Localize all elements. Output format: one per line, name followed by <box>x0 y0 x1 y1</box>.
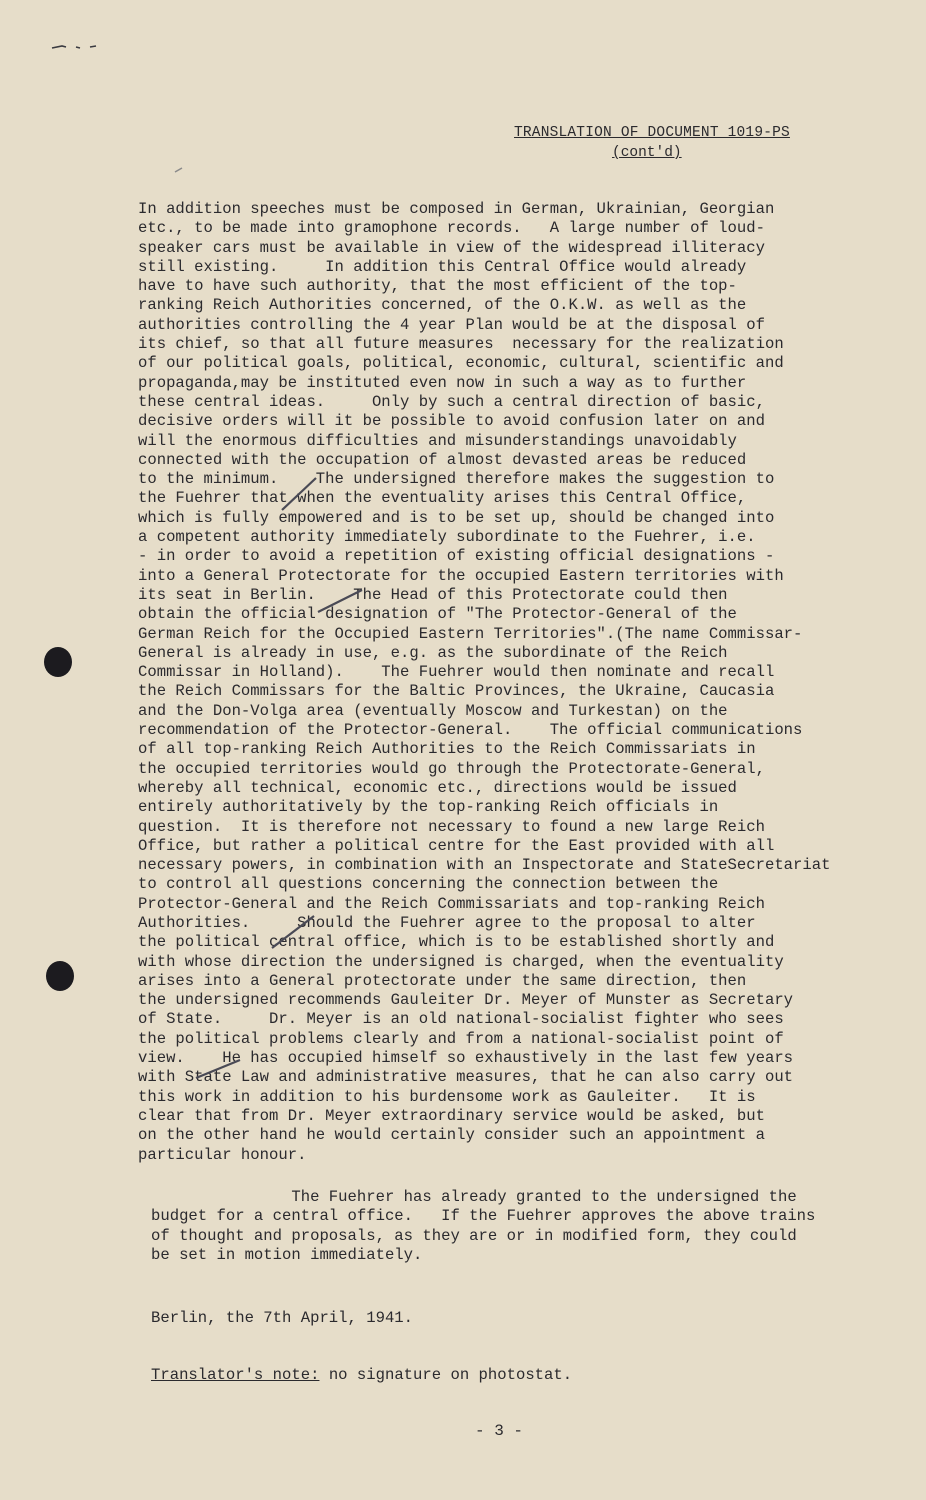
body-text-line: the Reich Commissars for the Baltic Provinces, the Ukraine, Caucasia <box>138 682 775 701</box>
document-subtitle: (cont'd) <box>612 145 682 161</box>
body-text-line: etc., to be made into gramophone records. A large number of loud- <box>138 219 765 238</box>
body-text-line: connected with the occupation of almost devasted areas be reduced <box>138 450 747 469</box>
body-text-line: obtain the official designation of "The Protector-General of the <box>138 605 737 624</box>
body-text-line: its seat in Berlin. The Head of this Protectorate could then <box>138 585 728 604</box>
body-text-line: In addition speeches must be composed in German, Ukrainian, Georgian <box>138 200 775 218</box>
body-text-line: still existing. In addition this Central Office would already <box>138 257 747 276</box>
body-text-line: speaker cars must be available in view of the widespread illiteracy <box>138 238 765 257</box>
body-text-line: with whose direction the undersigned is charged, when the eventuality <box>138 952 784 971</box>
document-title: TRANSLATION OF DOCUMENT 1019-PS <box>514 125 790 141</box>
closing-text-line: budget for a central office. If the Fuehrer approves the above trains <box>151 1207 816 1226</box>
body-text-line: into a General Protectorate for the occupied Eastern territories with <box>138 566 784 585</box>
body-text-line: question. It is therefore not necessary to found a new large Reich <box>138 817 765 836</box>
body-text-line: necessary powers, in combination with an Inspectorate and StateSecretariat <box>138 856 831 875</box>
body-text-line: the political problems clearly and from a national-socialist point of <box>138 1029 784 1048</box>
translator-note-text: no signature on photostat. <box>328 1366 573 1384</box>
body-text-line: on the other hand he would certainly consider such an appointment a <box>138 1126 765 1145</box>
body-text-line: these central ideas. Only by such a central direction of basic, <box>138 392 765 411</box>
body-text-line: Protector-General and the Reich Commissariats and top-ranking Reich <box>138 894 765 913</box>
body-text-line: which is fully empowered and is to be set up, should be changed into <box>138 508 775 527</box>
closing-text-line: of thought and proposals, as they are or in modified form, they could <box>151 1226 797 1245</box>
body-text-line: entirely authoritatively by the top-ranking Reich officials in <box>138 798 719 817</box>
body-text-line: arises into a General protectorate under the same direction, then <box>138 971 747 990</box>
body-text-line: Office, but rather a political centre for the East provided with all <box>138 836 775 855</box>
translator-note <box>151 1366 572 1384</box>
body-text-line: the political central office, which is to be established shortly and <box>138 933 775 952</box>
translator-note-label: Translator's note: <box>151 1366 320 1384</box>
body-text-line: Commissar in Holland). The Fuehrer would then nominate and recall <box>138 663 775 682</box>
punch-hole <box>46 961 74 991</box>
scratch-mark <box>50 44 110 50</box>
body-text-line: the occupied territories would go through the Protectorate-General, <box>138 759 765 778</box>
body-text-line: particular honour. <box>138 1145 307 1164</box>
body-text-line: authorities controlling the 4 year Plan would be at the disposal of <box>138 315 765 334</box>
body-text-line: have to have such authority, that the most efficient of the top- <box>138 277 737 296</box>
body-text-line: propaganda,may be instituted even now in such a way as to further <box>138 373 747 392</box>
body-text-line: - in order to avoid a repetition of existing official designations - <box>138 547 775 566</box>
body-text-line: the undersigned recommends Gauleiter Dr. Meyer of Munster as Secretary <box>138 991 794 1010</box>
body-text-line: and the Don-Volga area (eventually Moscow and Turkestan) on the <box>138 701 728 720</box>
body-text-line: view. He has occupied himself so exhaustively in the last few years <box>138 1049 794 1068</box>
body-text-line: whereby all technical, economic etc., directions would be issued <box>138 778 737 797</box>
body-text-line: of our political goals, political, economic, cultural, scientific and <box>138 354 784 373</box>
body-text-line: the Fuehrer that when the eventuality arises this Central Office, <box>138 489 747 508</box>
body-text-line: of State. Dr. Meyer is an old national-socialist fighter who sees <box>138 1010 784 1029</box>
closing-paragraph <box>151 1188 851 1265</box>
body-text-line: recommendation of the Protector-General. The official communications <box>138 721 803 740</box>
closing-text-line: The Fuehrer has already granted to the undersigned the <box>151 1188 797 1206</box>
body-text-line: with State Law and administrative measures, that he can also carry out <box>138 1068 794 1087</box>
body-text-line: ranking Reich Authorities concerned, of the O.K.W. as well as the <box>138 296 747 315</box>
body-text-line: decisive orders will it be possible to avoid confusion later on and <box>138 412 765 431</box>
date-line: Berlin, the 7th April, 1941. <box>151 1309 414 1327</box>
body-text-line: will the enormous difficulties and misunderstandings unavoidably <box>138 431 737 450</box>
body-text-line: to control all questions concerning the connection between the <box>138 875 719 894</box>
body-text-line: General is already in use, e.g. as the subordinate of the Reich <box>138 643 728 662</box>
page-number: - 3 - <box>475 1422 524 1440</box>
body-text-line: its chief, so that all future measures necessary for the realization <box>138 335 784 354</box>
body-text-line: a competent authority immediately subordinate to the Fuehrer, i.e. <box>138 528 756 547</box>
body-text-line: Authorities. Should the Fuehrer agree to the proposal to alter <box>138 913 756 932</box>
body-paragraph <box>138 200 838 1165</box>
document-header <box>514 123 790 163</box>
body-text-line: of all top-ranking Reich Authorities to the Reich Commissariats in <box>138 740 756 759</box>
closing-text-line: be set in motion immediately. <box>151 1245 423 1264</box>
body-text-line: clear that from Dr. Meyer extraordinary service would be asked, but <box>138 1106 765 1125</box>
body-text-line: German Reich for the Occupied Eastern Territories".(The name Commissar- <box>138 624 803 643</box>
body-text-line: to the minimum. The undersigned therefore makes the suggestion to <box>138 470 775 489</box>
punch-hole <box>44 647 72 677</box>
body-text-line: this work in addition to his burdensome work as Gauleiter. It is <box>138 1087 756 1106</box>
